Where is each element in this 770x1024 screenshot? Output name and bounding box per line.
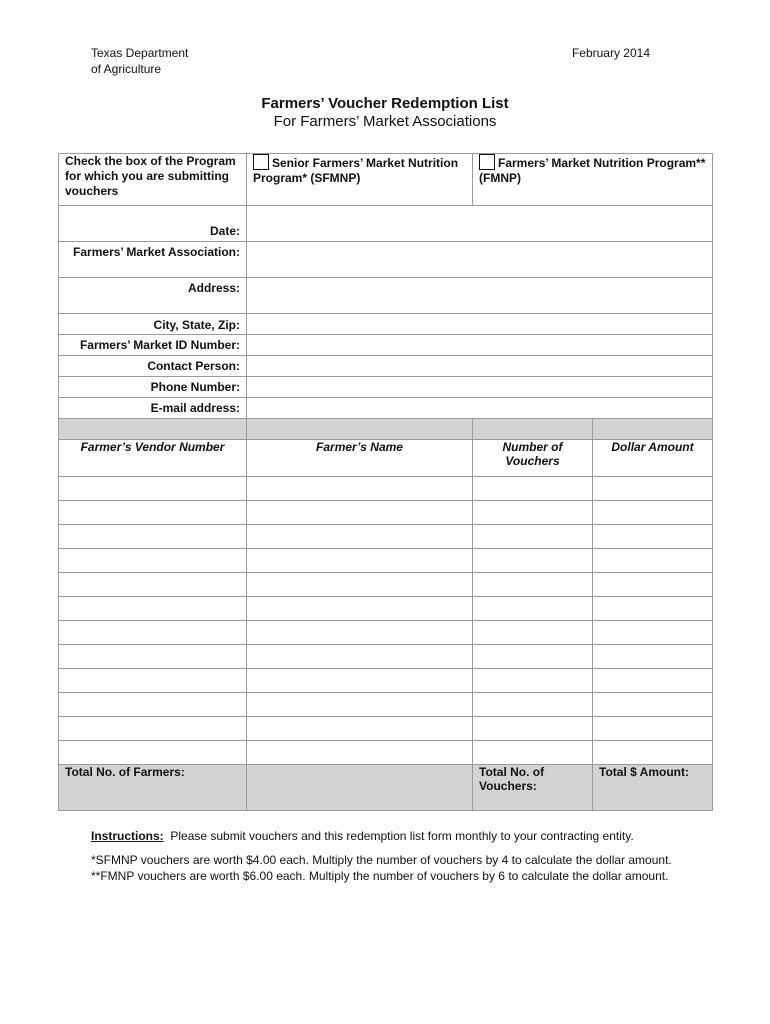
total-farmers-blank xyxy=(247,765,473,811)
dollar-amount-header: Dollar Amount xyxy=(593,440,713,477)
vendor-number-cell[interactable] xyxy=(59,477,247,501)
table-row xyxy=(59,717,713,741)
separator-row xyxy=(59,419,713,440)
farmer-name-cell[interactable] xyxy=(247,621,473,645)
voucher-count-cell[interactable] xyxy=(473,549,593,573)
table-row xyxy=(59,549,713,573)
table-row xyxy=(59,621,713,645)
dollar-amount-cell[interactable] xyxy=(593,477,713,501)
voucher-count-cell[interactable] xyxy=(473,621,593,645)
farmer-name-cell[interactable] xyxy=(247,549,473,573)
instructions-text: Please submit vouchers and this redemption list form monthly to your contracting entity. xyxy=(170,829,634,843)
dollar-amount-cell[interactable] xyxy=(593,645,713,669)
farmer-name-cell[interactable] xyxy=(247,525,473,549)
dollar-amount-cell[interactable] xyxy=(593,669,713,693)
voucher-value-notes xyxy=(91,852,691,884)
farmer-name-cell[interactable] xyxy=(247,669,473,693)
dollar-amount-cell[interactable] xyxy=(593,525,713,549)
vendor-number-cell[interactable] xyxy=(59,597,247,621)
vendor-number-cell[interactable] xyxy=(59,525,247,549)
fmnp-checkbox[interactable] xyxy=(479,154,495,170)
totals-row xyxy=(59,765,713,811)
phone-label: Phone Number: xyxy=(59,377,247,398)
farmer-name-cell[interactable] xyxy=(247,693,473,717)
farmer-name-cell[interactable] xyxy=(247,477,473,501)
voucher-count-cell[interactable] xyxy=(473,597,593,621)
address-field[interactable] xyxy=(247,278,713,314)
table-row xyxy=(59,501,713,525)
farmer-name-cell[interactable] xyxy=(247,501,473,525)
separator-cell xyxy=(593,419,713,440)
fmnp-label: Farmers’ Market Nutrition Program** (FMNP) xyxy=(479,156,706,185)
vendor-number-header: Farmer’s Vendor Number xyxy=(59,440,247,477)
address-label: Address: xyxy=(59,278,247,314)
sfmnp-value-note: *SFMNP vouchers are worth $4.00 each. Multiply the number of vouchers by 4 to calculate the dollar amount. xyxy=(91,853,672,867)
fmnp-option[interactable] xyxy=(473,154,713,206)
form-title: Farmers’ Voucher Redemption List xyxy=(261,95,509,112)
date-field[interactable] xyxy=(247,206,713,242)
dollar-amount-cell[interactable] xyxy=(593,717,713,741)
vendor-number-cell[interactable] xyxy=(59,621,247,645)
contact-field[interactable] xyxy=(247,356,713,377)
fmnp-value-note: **FMNP vouchers are worth $6.00 each. Multiply the number of vouchers by 6 to calculate the dollar amount. xyxy=(91,869,669,883)
sfmnp-checkbox[interactable] xyxy=(253,154,269,170)
date-row xyxy=(59,206,713,242)
farmer-name-cell[interactable] xyxy=(247,645,473,669)
dollar-amount-cell[interactable] xyxy=(593,501,713,525)
form-date: February 2014 xyxy=(571,46,650,60)
farmer-name-cell[interactable] xyxy=(247,717,473,741)
table-row xyxy=(59,597,713,621)
email-field[interactable] xyxy=(247,398,713,419)
voucher-count-cell[interactable] xyxy=(473,501,593,525)
city-row xyxy=(59,314,713,335)
total-amount-label: Total $ Amount: xyxy=(593,765,713,811)
dollar-amount-cell[interactable] xyxy=(593,597,713,621)
table-row xyxy=(59,669,713,693)
market-id-row xyxy=(59,335,713,356)
voucher-count-cell[interactable] xyxy=(473,525,593,549)
email-label: E-mail address: xyxy=(59,398,247,419)
instructions-paragraph xyxy=(91,828,691,844)
phone-field[interactable] xyxy=(247,377,713,398)
date-label: Date: xyxy=(59,206,247,242)
form-subtitle: For Farmers’ Market Associations xyxy=(273,113,497,130)
vendor-number-cell[interactable] xyxy=(59,573,247,597)
email-row xyxy=(59,398,713,419)
farmer-name-cell[interactable] xyxy=(247,597,473,621)
address-row xyxy=(59,278,713,314)
agency-name-line2: of Agriculture xyxy=(91,62,162,76)
separator-cell xyxy=(247,419,473,440)
voucher-count-cell[interactable] xyxy=(473,477,593,501)
city-label: City, State, Zip: xyxy=(59,314,247,335)
farmer-name-header: Farmer’s Name xyxy=(247,440,473,477)
voucher-count-cell[interactable] xyxy=(473,669,593,693)
table-row xyxy=(59,645,713,669)
dollar-amount-cell[interactable] xyxy=(593,741,713,765)
association-field[interactable] xyxy=(247,242,713,278)
vendor-number-cell[interactable] xyxy=(59,501,247,525)
sfmnp-option[interactable] xyxy=(247,154,473,206)
vendor-number-cell[interactable] xyxy=(59,741,247,765)
vendor-number-cell[interactable] xyxy=(59,549,247,573)
voucher-count-cell[interactable] xyxy=(473,573,593,597)
contact-row xyxy=(59,356,713,377)
sfmnp-label: Senior Farmers’ Market Nutrition Program* (SFMNP) xyxy=(253,156,459,185)
column-header-row xyxy=(59,440,713,477)
dollar-amount-cell[interactable] xyxy=(593,621,713,645)
city-field[interactable] xyxy=(247,314,713,335)
phone-row xyxy=(59,377,713,398)
contact-label: Contact Person: xyxy=(59,356,247,377)
market-id-field[interactable] xyxy=(247,335,713,356)
table-row xyxy=(59,693,713,717)
dollar-amount-cell[interactable] xyxy=(593,573,713,597)
vendor-number-cell[interactable] xyxy=(59,717,247,741)
instructions-section xyxy=(91,828,691,884)
vendor-number-cell[interactable] xyxy=(59,693,247,717)
farmer-name-cell[interactable] xyxy=(247,741,473,765)
table-row xyxy=(59,573,713,597)
instructions-heading: Instructions: xyxy=(91,829,164,843)
total-farmers-label: Total No. of Farmers: xyxy=(59,765,247,811)
table-row xyxy=(59,525,713,549)
table-row xyxy=(59,477,713,501)
separator-cell xyxy=(473,419,593,440)
voucher-count-cell[interactable] xyxy=(473,717,593,741)
vendor-number-cell[interactable] xyxy=(59,669,247,693)
total-vouchers-label: Total No. of Vouchers: xyxy=(473,765,593,811)
association-label: Farmers’ Market Association: xyxy=(59,242,247,278)
voucher-count-cell[interactable] xyxy=(473,693,593,717)
voucher-count-header: Number of Vouchers xyxy=(473,440,593,477)
association-row xyxy=(59,242,713,278)
farmer-name-cell[interactable] xyxy=(247,573,473,597)
dollar-amount-cell[interactable] xyxy=(593,693,713,717)
vendor-number-cell[interactable] xyxy=(59,645,247,669)
agency-name xyxy=(91,45,188,77)
table-row xyxy=(59,741,713,765)
program-select-row xyxy=(59,154,713,206)
voucher-count-cell[interactable] xyxy=(473,645,593,669)
program-select-instruction: Check the box of the Program for which you are submitting vouchers xyxy=(59,154,247,206)
voucher-count-cell[interactable] xyxy=(473,741,593,765)
redemption-form-table xyxy=(58,153,713,811)
market-id-label: Farmers’ Market ID Number: xyxy=(59,335,247,356)
separator-cell xyxy=(59,419,247,440)
agency-name-line1: Texas Department xyxy=(91,46,189,60)
dollar-amount-cell[interactable] xyxy=(593,549,713,573)
